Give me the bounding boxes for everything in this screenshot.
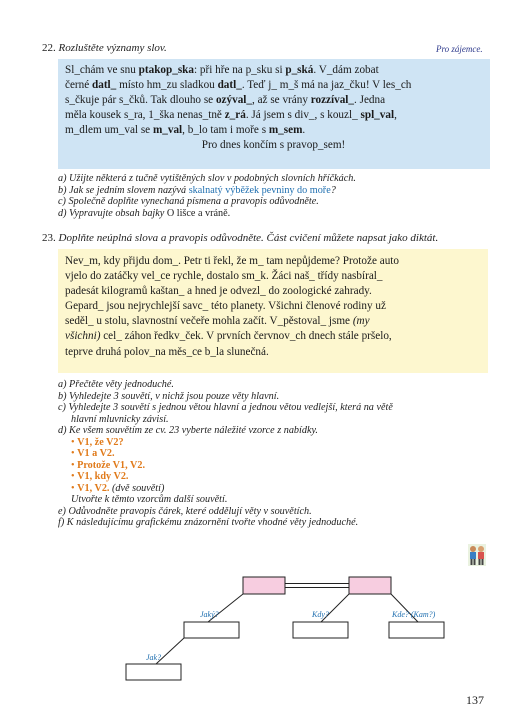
exercise-number: 22. [42, 42, 56, 54]
task-c: c) Společně doplňte vynechaná písmena a pravopis odůvodněte. [58, 196, 319, 207]
task-c: c) Vyhledejte 3 souvětí s jednou větou hlavní a jednou větou vedlejší, která na větě [58, 402, 393, 413]
exercise-23-tasks [58, 379, 393, 529]
question-label: Jak? [146, 653, 162, 662]
task-a: a) Užijte některá z tučně vytištěných slov v podobných slovních hříčkách. [58, 173, 356, 184]
task-c-cont: hlavní mluvnicky závisí. [71, 413, 169, 425]
closing-line: Pro dnes končím s pravop_sem! [201, 139, 346, 152]
exercise-number: 23. [42, 232, 56, 244]
attribute-box [184, 622, 239, 638]
text-line: teprve druhá polov_na měs_ce b_la slunečná. [65, 345, 269, 358]
formula-item: • V1 a V2. [71, 448, 115, 459]
text-line: vjelo do zatáčky vel_ce rychle, dostalo sm_k. Žáci naš_ třídy nasbíral_ [65, 270, 383, 283]
formula-item: • V1, že V2? [71, 436, 124, 448]
task-d: d) Vypravujte obsah bajky O lišce a vráně. [58, 207, 231, 219]
text-line: černé datl_ místo hm_zu sladkou datl_. Teď j_ m_š má na jaz_čku! V les_ch [65, 79, 412, 92]
place-box [389, 622, 444, 638]
task-f: f) K následujícímu grafickému znázornění tvořte vhodné věty jednoduché. [58, 517, 359, 528]
formula-item: • Protože V1, V2. [71, 459, 146, 471]
formula-item: • V1, kdy V2. [71, 471, 129, 482]
text-line: všichni) cel_ záhon ředkv_ček. V prvních červnov_ch dnech stále pršelo, [65, 330, 392, 343]
highlighted-phrase: skalnatý výběžek pevniny do moře [188, 184, 331, 196]
formula-item: • V1, V2. (dvě souvětí) [71, 482, 165, 494]
text-line: měla kousek s_ra, 1_ška nenas_tně z_rá. Já jsem s div_, s kouzl_ spl_val, [65, 109, 397, 122]
exercise-title: Rozluštěte významy slov. [58, 42, 167, 54]
task-b: b) Vyhledejte 3 souvětí, v nichž jsou pouze věty hlavní. [58, 390, 280, 402]
task-e: e) Odůvodněte pravopis čárek, které oddělují věty v souvětích. [58, 505, 312, 517]
text-line: padesát kilogramů kaštan_ a hned je odvezl_ do zoologické zahrady. [65, 285, 372, 298]
task-b: b) Jak se jedním slovem nazývá skalnatý výběžek pevniny do moře? [58, 184, 336, 196]
question-label: Jaký? [200, 610, 219, 619]
task-d-followup: Utvořte k těmto vzorcům další souvětí. [71, 494, 228, 505]
time-box [293, 622, 348, 638]
children-icon [468, 544, 486, 566]
manner-box [126, 664, 181, 680]
question-label: Kde? (Kam?) [392, 610, 436, 619]
sentence-diagram [100, 572, 460, 687]
task-a: a) Přečtěte věty jednoduché. [58, 379, 174, 390]
exercise-23-header [42, 232, 438, 244]
exercise-22-tasks [58, 173, 356, 219]
exercise-22-header [42, 42, 167, 54]
exercise-title: Doplňte neúplná slova a pravopis odůvodněte. Část cvičení můžete napsat jako diktát. [58, 232, 439, 244]
question-label: Kdy? [312, 610, 329, 619]
subject-box [243, 577, 285, 594]
text-line: Gepard_ jsou nejrychlejší savc_ této planety. Všichni členové rodiny už [65, 300, 386, 313]
text-line: s_čkuje pár s_čků. Tak dlouho se ozýval_, až se vrány rozzíval_. Jedna [65, 94, 386, 107]
text-line: seděl_ u stolu, slavnostní večeře mohla začít. V_pěstoval_ jsme (my [65, 315, 370, 328]
text-line: Nev_m, kdy přijdu dom_. Petr ti řekl, že m_ tam nepůjdeme? Protože auto [65, 255, 399, 267]
task-d: d) Ke všem souvětím ze cv. 23 vyberte náležité vzorce z nabídky. [58, 425, 318, 436]
text-line: m_dlem um_val se m_val, b_lo tam i moře s m_sem. [65, 124, 306, 137]
page-number: 137 [466, 693, 484, 707]
enthusiast-tag: Pro zájemce. [436, 44, 483, 54]
exercise-23-text-box [58, 249, 488, 373]
text-line: Sl_chám ve snu ptakop_ska: při hře na p_sku si p_ská. V_dám zobat [65, 64, 379, 76]
predicate-box [349, 577, 391, 594]
exercise-22-text-box [58, 59, 490, 169]
